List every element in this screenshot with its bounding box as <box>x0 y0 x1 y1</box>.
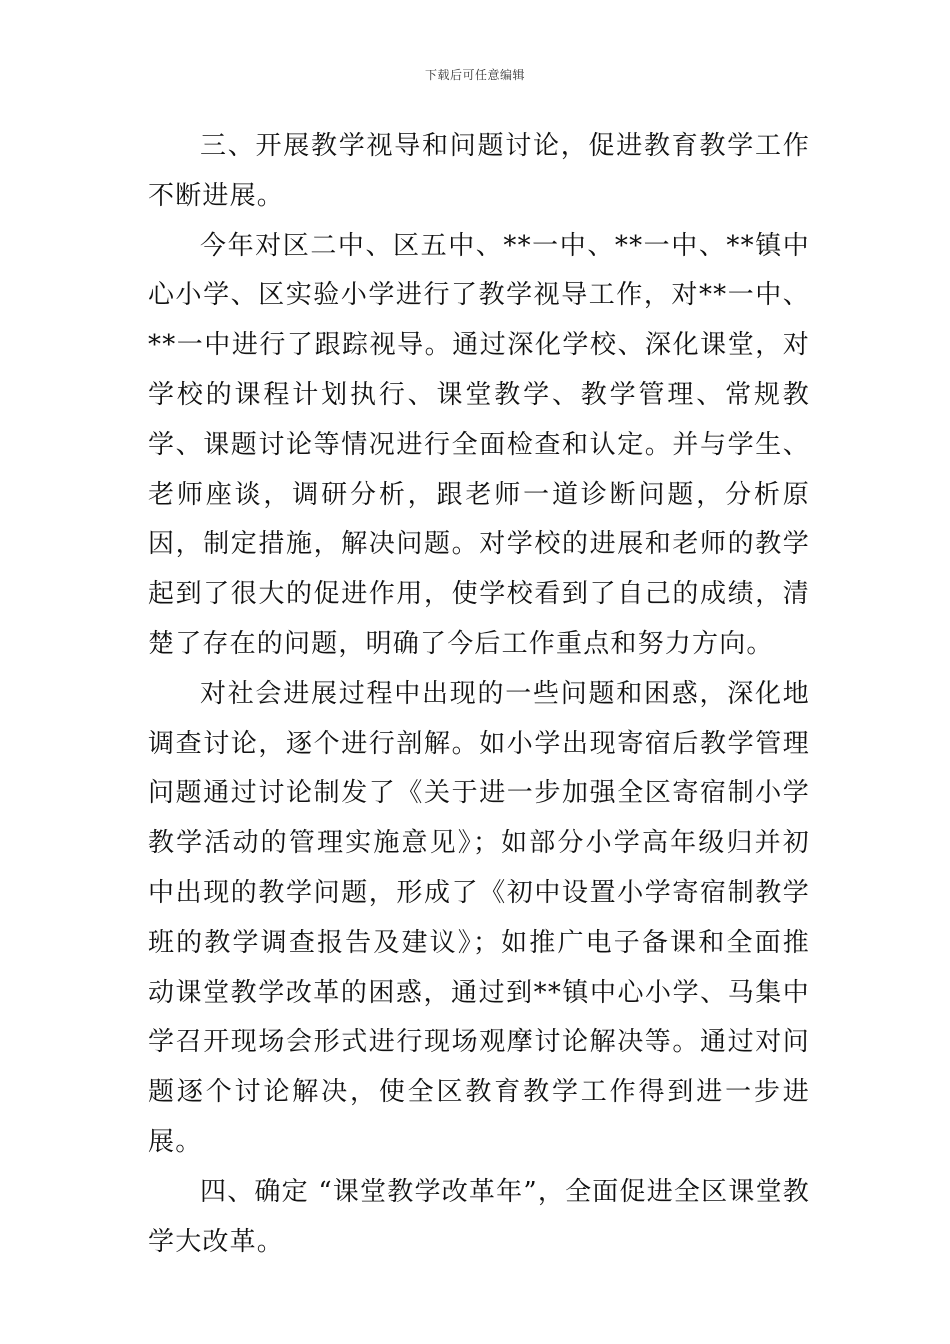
section-heading-3: 三、开展教学视导和问题讨论，促进教育教学工作不断进展。 <box>148 131 810 211</box>
document-body <box>148 122 810 1267</box>
paragraph-inspection: 今年对区二中、区五中、**一中、**一中、**镇中心小学、区实验小学进行了教学视导工作，对**一中、**一中进行了跟踪视导。通过深化学校、深化课堂，对学校的课程计划执行、课堂教学、教学管理、常规教学、课题讨论等情况进行全面检查和认定。并与学生、老师座谈，调研分析，跟老师一道诊断问题，分析原因，制定措施，解决问题。对学校的进展和老师的教学起到了很大的促进作用，使学校看到了自己的成绩，清楚了存在的问题，明确了今后工作重点和努力方向。 <box>148 230 810 659</box>
section-heading-4: 四、确定 “课堂教学改革年”，全面促进全区课堂教学大改革。 <box>148 1176 810 1257</box>
header-note: 下载后可任意编辑 <box>424 68 525 82</box>
paragraph-problems: 对社会进展过程中出现的一些问题和困惑，深化地调查讨论，逐个进行剖解。如小学出现寄宿后教学管理问题通过讨论制发了《关于进一步加强全区寄宿制小学教学活动的管理实施意见》；如部分小学高年级归并初中出现的教学问题，形成了《初中设置小学寄宿制教学班的教学调查报告及建议》；如推广电子备课和全面推动课堂教学改革的困惑，通过到**镇中心小学、马集中学召开现场会形式进行现场观摩讨论解决等。通过对问题逐个讨论解决，使全区教育教学工作得到进一步进展。 <box>148 678 810 1157</box>
